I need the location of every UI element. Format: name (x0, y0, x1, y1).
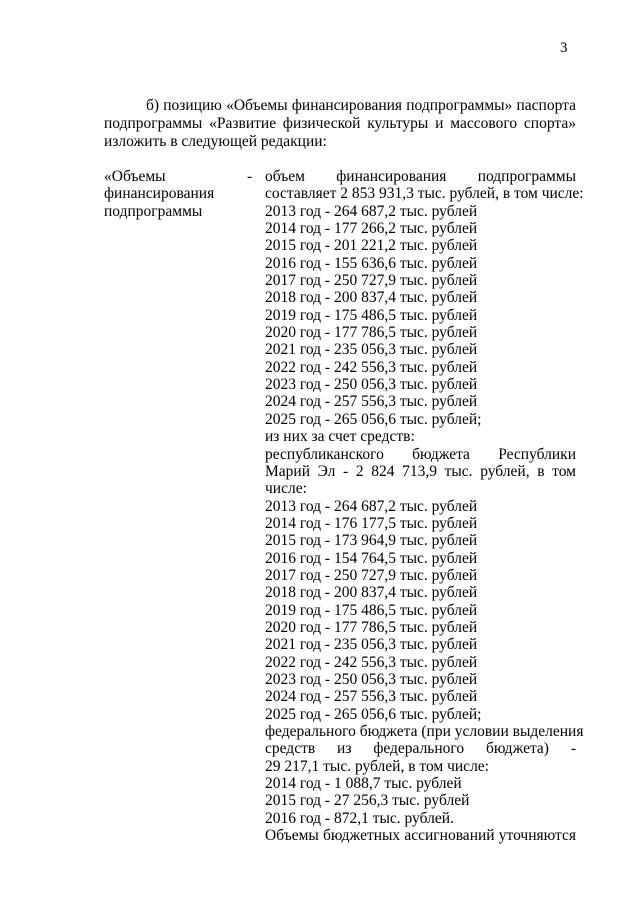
funding-description (265, 168, 584, 845)
federal-years-list (265, 775, 576, 827)
year-amount-line: 2024 год - 257 556,3 тыс. рублей (265, 393, 478, 411)
republic-line: числе: (265, 480, 307, 498)
year-amount-line: 2015 год - 173 964,9 тыс. рублей (265, 532, 478, 550)
year-amount-line: 2014 год - 1 088,7 тыс. рублей (265, 775, 462, 793)
label-line: финансирования (104, 185, 215, 203)
year-amount-line: 2016 год - 872,1 тыс. рублей. (265, 809, 454, 827)
closing-line: Объемы бюджетных ассигнований уточняются (265, 827, 576, 845)
year-amount-line: 2016 год - 155 636,6 тыс. рублей (265, 254, 478, 272)
year-amount-line: 2023 год - 250 056,3 тыс. рублей (265, 670, 478, 688)
sources-intro: из них за счет средств: (265, 428, 415, 446)
intro-line: б) позицию «Объемы финансирования подпрограммы» паспорта (146, 97, 576, 114)
year-amount-line: 2016 год - 154 764,5 тыс. рублей (265, 549, 478, 567)
year-amount-line: 2015 год - 27 256,3 тыс. рублей (265, 792, 470, 810)
year-amount-line: 2018 год - 200 837,4 тыс. рублей (265, 584, 478, 602)
year-amount-line: 2014 год - 176 177,5 тыс. рублей (265, 514, 478, 532)
intro-line: изложить в следующей редакции: (104, 133, 327, 151)
federal-line: федерального бюджета (при условии выделения (265, 723, 584, 740)
federal-line: средств из федерального бюджета) - (265, 740, 576, 758)
year-amount-line: 2023 год - 250 056,3 тыс. рублей (265, 376, 478, 394)
year-amount-line: 2019 год - 175 486,5 тыс. рублей (265, 601, 478, 619)
page-number: 3 (560, 40, 568, 56)
year-amount-line: 2014 год - 177 266,2 тыс. рублей (265, 220, 478, 238)
year-amount-line: 2022 год - 242 556,3 тыс. рублей (265, 653, 478, 671)
year-amount-line: 2025 год - 265 056,6 тыс. рублей; (265, 410, 482, 428)
year-amount-line: 2021 год - 235 056,3 тыс. рублей (265, 636, 478, 654)
total-years-list (265, 203, 576, 428)
year-amount-line: 2017 год - 250 727,9 тыс. рублей (265, 272, 478, 290)
year-amount-line: 2013 год - 264 687,2 тыс. рублей (265, 497, 478, 515)
year-amount-line: 2019 год - 175 486,5 тыс. рублей (265, 306, 478, 324)
position-label (104, 168, 254, 220)
total-line: объем финансирования подпрограммы (265, 168, 576, 185)
year-amount-line: 2025 год - 265 056,6 тыс. рублей; (265, 705, 482, 723)
year-amount-line: 2021 год - 235 056,3 тыс. рублей (265, 341, 478, 359)
year-amount-line: 2013 год - 264 687,2 тыс. рублей (265, 202, 478, 220)
label-line: «Объемы (104, 168, 166, 185)
federal-line: 29 217,1 тыс. рублей, в том числе: (265, 757, 489, 775)
year-amount-line: 2020 год - 177 786,5 тыс. рублей (265, 618, 478, 636)
label-line: подпрограммы (104, 202, 203, 220)
republic-years-list (265, 498, 576, 723)
year-amount-line: 2020 год - 177 786,5 тыс. рублей (265, 324, 478, 342)
intro-paragraph (104, 97, 576, 152)
year-amount-line: 2024 год - 257 556,3 тыс. рублей (265, 688, 478, 706)
year-amount-line: 2018 год - 200 837,4 тыс. рублей (265, 289, 478, 307)
year-amount-line: 2015 год - 201 221,2 тыс. рублей (265, 237, 478, 255)
republic-line: республиканского бюджета Республики (265, 445, 576, 463)
total-line: составляет 2 853 931,3 тыс. рублей, в том числе: (265, 185, 584, 203)
intro-line: подпрограммы «Развитие физической культуры и массового спорта» (104, 115, 576, 133)
year-amount-line: 2017 год - 250 727,9 тыс. рублей (265, 566, 478, 584)
year-amount-line: 2022 год - 242 556,3 тыс. рублей (265, 358, 478, 376)
label-dash: - (247, 168, 253, 185)
republic-line: Марий Эл - 2 824 713,9 тыс. рублей, в том (265, 462, 576, 480)
